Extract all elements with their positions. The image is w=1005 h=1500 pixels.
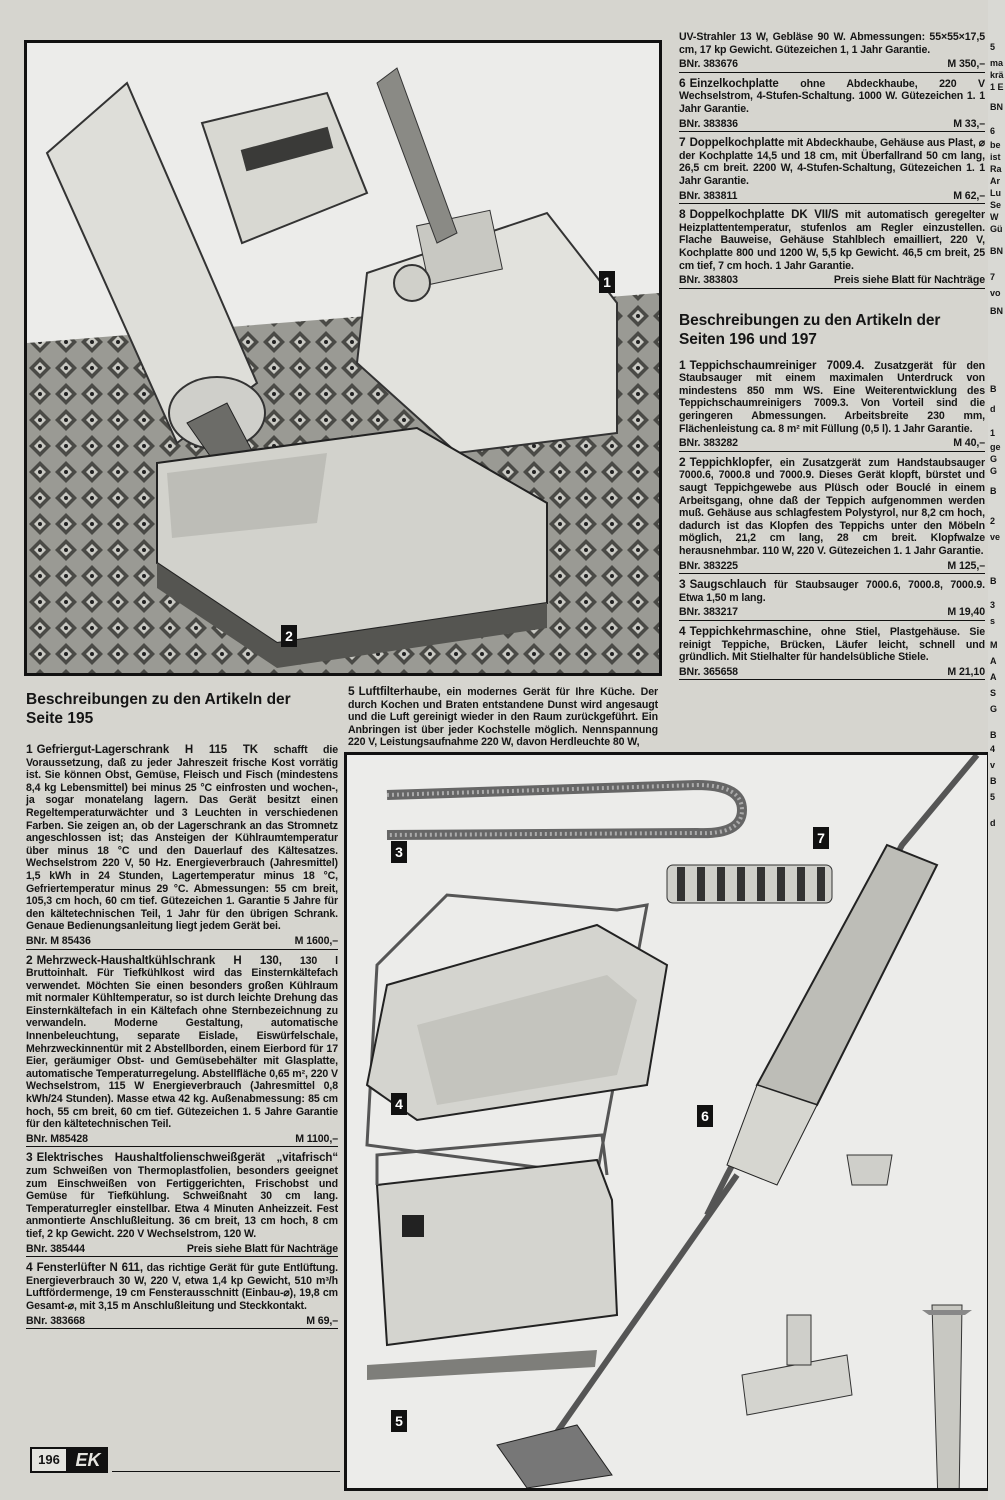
edge-fragment: vo xyxy=(990,288,1001,298)
order-line xyxy=(26,1243,338,1258)
figure-label-4: 4 xyxy=(391,1093,407,1115)
item-text: ohne Stiel, Plastgehäuse. Sie reinigt Teppiche, Brücken, Läufer leicht, schnell und gründlich. Mit Stielhalter für handelsübliche Stiele. xyxy=(679,625,986,664)
edge-fragment: M xyxy=(990,640,998,650)
item-number: 2 xyxy=(26,952,33,967)
item-title: Doppelkochplatte xyxy=(689,137,785,150)
edge-fragment: 5 xyxy=(990,42,996,52)
item-text: ein modernes Gerät für Ihre Küche. Der durch Kochen und Braten entstandene Dunst wird angesaugt und die Luft gereinigt wieder in den Raum zurückgeführt. Ein Anbringen ist über jeder Kochstelle möglich. Nennspannung 220 V, Leistungsaufnahme 220 W, davon Herdleuchte 80 W, xyxy=(348,686,658,749)
figure-label-7: 7 xyxy=(813,827,829,849)
item-number: 3 xyxy=(679,577,686,592)
order-line xyxy=(679,437,985,452)
item-number: 6 xyxy=(679,75,686,90)
catalog-item xyxy=(679,77,985,116)
item-number: 1 xyxy=(679,357,686,372)
order-line xyxy=(679,666,985,681)
section-heading-196-197: Beschreibungen zu den Artikeln der Seiten 196 und 197 xyxy=(679,311,941,348)
edge-fragment: d xyxy=(990,818,996,828)
figure-label-3: 3 xyxy=(391,841,407,863)
item-title: Mehrzweck-Haushaltkühlschrank H 130, xyxy=(36,954,282,967)
edge-fragment: BN xyxy=(990,246,1003,256)
item-number: 4 xyxy=(679,623,686,638)
edge-fragment: ist xyxy=(990,152,1001,162)
edge-fragment: 3 xyxy=(990,600,996,610)
edge-fragment: 1 xyxy=(990,428,996,438)
catalog-item xyxy=(679,625,985,664)
item-title: Einzelkochplatte xyxy=(689,77,779,90)
figure-label-5: 5 xyxy=(391,1410,407,1432)
order-number: BNr. 383668 xyxy=(26,1314,85,1327)
catalog-item xyxy=(679,136,985,187)
edge-fragment: 1 E xyxy=(990,82,1004,92)
item-number: 2 xyxy=(679,454,686,469)
edge-fragment: W xyxy=(990,212,999,222)
edge-fragment: ve xyxy=(990,532,1001,542)
order-line xyxy=(679,118,985,133)
item-title: Saugschlauch xyxy=(689,579,767,592)
edge-fragment: G xyxy=(990,704,998,714)
edge-fragment: B xyxy=(990,576,997,586)
item-number: 7 xyxy=(679,135,686,150)
price: Preis siehe Blatt für Nachträge xyxy=(186,1242,338,1255)
order-line xyxy=(679,606,985,621)
edge-fragment: s xyxy=(990,616,996,626)
item-title: Teppichklopfer, xyxy=(689,456,773,469)
edge-fragment: ge xyxy=(990,442,1001,452)
order-number: BNr. 365658 xyxy=(679,665,738,678)
catalog-item xyxy=(679,578,985,604)
edge-fragment: Se xyxy=(990,200,1002,210)
page-number: 196 xyxy=(30,1447,68,1473)
catalog-item xyxy=(26,1261,338,1312)
item-text: zum Schweißen von Thermoplastfolien, besonders geeignet zum Einschweißen von Fertiggerichten, Frischobst und Gemüse für Tiefkühlung. Schweißnaht 30 cm lang. Temperaturregler einstellbar. Etwa 4 Minuten Anheizzeit. Fest anmontierte Anschlußleitung. 36 cm breit, 13 cm hoch, 8 cm tief, 2 kp Gewicht. 220 V Wechselstrom, 120 W. xyxy=(26,1165,338,1240)
item-number: 4 xyxy=(26,1260,33,1275)
item-text: ein Zusatzgerät zum Handstaubsauger 7000.6, 7000.8 und 7000.9. Dieses Gerät klopft, bürstet und saugt Teppichgewebe aus Plüsch oder Bouclé in einem Arbeitsgang, ohne daß der Teppich aufgenommen werden muß. Gehäuse aus schlagfestem Polystyrol, nur 8,2 cm hoch, dadurch ist das Klopfen des Teppichs unter den Möbeln möglich, 21,2 cm lang, 28 cm breit. Klopfwalze herausnehmbar. 110 W, 220 V. Gütezeichen 1. 1 Jahr Garantie. xyxy=(679,456,985,557)
item-text: mit automatisch geregelter Heizplattentemperatur, stufenlos am Regler einzustellen. Flache Bauweise, Gehäuse Stahlblech emailliert, 220 V, Kochplatte 800 und 1200 W, 5,5 kp Gewicht. 46,5 cm breit, 25 cm tief, 7 cm hoch. 1 Jahr Garantie. xyxy=(679,209,985,272)
edge-fragment: 7 xyxy=(990,272,996,282)
price: Preis siehe Blatt für Nachträge xyxy=(833,274,985,287)
photo-carpet-tools xyxy=(344,752,990,1491)
edge-fragment: ma xyxy=(990,58,1004,68)
edge-fragment: A xyxy=(990,672,997,682)
edge-fragment: Ar xyxy=(990,176,1001,186)
order-number: BNr. 383836 xyxy=(679,117,738,130)
item-text: schafft die Voraussetzung, daß zu jeder Jahreszeit frische Kost vorrätig ist. Sie können Obst, Gemüse, Fleisch und Fisch (mindestens 8,4 kg Lebensmittel) bei minus 25 °C einfrosten und wochen-, ja sogar monatelang lagern. Das Gerät besitzt einen Regeltemperaturwächter und 3 Leuchten in verschiedenen Farben. Sie zeigen an, ob der Lagerschrank an das Stromnetz angeschlossen ist; das Ansteigen der Kühlraumtemperatur über minus 18 °C und den Dauerlauf des Kältesatzes. Wechselstrom 220 V, 50 Hz. Energieverbrauch (Jahresmittel) 1,5 kWh in 24 Stunden, Lagertemperatur minus 18 °C, Gefriertemperatur minus 29 °C. Abmessungen: 55 cm breit, 105,3 cm hoch, 60 cm tief. Gütezeichen 1. Garantie 5 Jahre für den kältetechnischen Teil, 1 Jahr für den übrigen Schrank. Genaue Bedienungsanleitung liegt jedem Gerät bei. xyxy=(26,744,339,933)
footer-rule xyxy=(112,1471,340,1472)
item-text: 130 l Bruttoinhalt. Für Tiefkühlkost wird das Einsternkältefach verwendet. Möchten Sie einen besonders großen Kühlraum mit normaler Kühltemperatur, so ist durch leichte Drehung das Einsternkältefach in ein Kältefach ohne Sternbezeichnung zu verwandeln. Moderne Gestaltung, automatische Innenbeleuchtung, separate Eislade, Eiswürfelschale, Mehrzweckinnentür mit 2 Abstellborden, einem Eierbord für 17 Eier, geräumiger Obst- und Gemüsebehälter mit Glasplatte, automatische Temperaturregelung. Abstellfläche 0,65 m², 220 V Wechselstrom, 115 W Energieverbrauch (Jahresmittel 0,8 kWh/24 Stunden). Masse etwa 42 kg. Außenabmessung: 85 cm hoch, 55 cm breit, 60 cm tief. Gütezeichen 1. 5 Jahre Garantie für den kältetechnischen Teil. xyxy=(26,954,339,1131)
item-title: Luftfilterhaube, xyxy=(358,686,441,698)
item-number: 3 xyxy=(26,1150,33,1165)
right-column xyxy=(679,31,985,684)
page-footer xyxy=(30,1447,340,1473)
figure-label-1: 1 xyxy=(599,271,615,293)
item-text: das richtige Gerät für gute Entlüftung. Energieverbrauch 30 W, 220 V, etwa 1,4 kp Gewicht, 510 m³/h Luftfördermenge, 19 cm Fensterausschnitt (Einbau-⌀), 19,8 cm Gesamt-⌀, mit 3,15 m Anschlußleitung und Steckkontakt. xyxy=(26,1262,338,1312)
edge-fragment: B xyxy=(990,730,997,740)
price: M 1100,– xyxy=(295,1132,338,1145)
edge-fragment: Gü xyxy=(990,224,1003,234)
edge-fragment: BN xyxy=(990,306,1003,316)
catalog-item xyxy=(679,208,985,272)
order-line xyxy=(679,190,985,205)
price: M 1600,– xyxy=(294,934,338,947)
price: M 40,– xyxy=(953,437,985,450)
price: M 21,10 xyxy=(947,665,985,678)
item-text: mit Abdeckhaube, Gehäuse aus Plast, ⌀ der Kochplatte 14,5 und 18 cm, mit Überfallrand 50 cm lang, 26,5 cm breit. 2200 W, 4-Stufen-Schaltung, Gütezeichen 1. 1 Jahr Garantie. xyxy=(679,137,985,187)
carpet-tools-illustration xyxy=(347,755,987,1488)
edge-fragment: krä xyxy=(990,70,1004,80)
figure-label-6: 6 xyxy=(697,1105,713,1127)
item-number: 8 xyxy=(679,207,686,222)
order-number: BNr. M 85436 xyxy=(26,934,91,947)
order-line xyxy=(26,1133,338,1148)
catalog-item xyxy=(679,359,985,436)
catalog-item xyxy=(26,954,338,1131)
price: M 62,– xyxy=(953,189,985,202)
item-text: für Staubsauger 7000.6, 7000.8, 7000.9. Etwa 1,50 m lang. xyxy=(679,579,985,604)
order-number: BNr. 383217 xyxy=(679,606,738,619)
edge-fragment: B xyxy=(990,486,997,496)
item-title: Elektrisches Haushaltfolienschweißgerät „vitafrisch“ xyxy=(36,1152,338,1165)
item-number: 1 xyxy=(26,742,33,756)
edge-fragment: S xyxy=(990,688,997,698)
edge-fragment: G xyxy=(990,466,998,476)
photo-vacuum-accessories xyxy=(24,40,662,676)
order-number: BNr. 383676 xyxy=(679,58,738,71)
price: M 19,40 xyxy=(947,606,985,619)
item-title: Gefriergut-Lagerschrank H 115 TK xyxy=(36,744,258,756)
price: M 33,– xyxy=(953,117,985,130)
edge-fragment: A xyxy=(990,656,997,666)
edge-fragment: 2 xyxy=(990,516,996,526)
order-number: BNr. 383225 xyxy=(679,559,738,572)
edge-fragment: B xyxy=(990,384,997,394)
edge-fragment: 5 xyxy=(990,792,996,802)
item-title: Teppichschaumreiniger 7009.4. xyxy=(689,359,865,372)
edge-fragment: Lu xyxy=(990,188,1001,198)
item-title: Fensterlüfter N 611, xyxy=(36,1262,143,1275)
price: M 69,– xyxy=(306,1314,338,1327)
middle-item-5 xyxy=(348,685,658,749)
catalog-item xyxy=(348,685,658,749)
item-title: Teppichkehrmaschine, xyxy=(689,625,812,638)
item-text: Zusatzgerät für den Staubsauger mit einem maximalen Unterdruck von mindestens 850 mm WS. Eine Weiterentwicklung des Teppichschaumreinigers 7009.3. Von Vorteil sind die geringeren Abmessungen. Arbeitsbreite 230 mm, Flächenleistung ca. 8 m² mit Füllung (0,5 l). 1 Jahr Garantie. xyxy=(679,359,985,435)
edge-fragment: Ra xyxy=(990,164,1002,174)
order-number: BNr. 383811 xyxy=(679,189,738,202)
catalog-item xyxy=(26,1151,338,1240)
item-text: ohne Abdeckhaube, 220 V Wechselstrom, 4-Stufen-Schaltung. 1000 W. Gütezeichen 1. 1 Jahr Garantie. xyxy=(679,77,986,115)
figure-label-2: 2 xyxy=(281,625,297,647)
item-title: Doppelkochplatte DK VII/S xyxy=(689,209,839,222)
order-number: BNr. 383803 xyxy=(679,274,738,287)
left-column xyxy=(26,743,338,1333)
order-line xyxy=(679,560,985,575)
price: M 350,– xyxy=(947,58,985,71)
edge-fragment: BN xyxy=(990,102,1003,112)
vacuum-illustration xyxy=(27,43,659,673)
next-page-edge xyxy=(988,0,1005,1500)
order-number: BNr. 383282 xyxy=(679,437,738,450)
edge-fragment: 6 xyxy=(990,126,996,136)
order-line xyxy=(26,935,338,950)
order-line xyxy=(26,1315,338,1330)
edge-fragment: d xyxy=(990,404,996,414)
order-number: BNr. M85428 xyxy=(26,1132,88,1145)
edge-fragment: v xyxy=(990,760,996,770)
catalog-item xyxy=(26,743,338,933)
catalog-item xyxy=(679,456,985,558)
edge-fragment: 4 xyxy=(990,744,996,754)
edge-fragment: G xyxy=(990,454,998,464)
item-number: 5 xyxy=(348,685,355,698)
order-number: BNr. 385444 xyxy=(26,1242,85,1255)
intro-text: UV-Strahler 13 W, Gebläse 90 W. Abmessungen: 55×55×17,5 cm, 17 kp Gewicht. Gütezeichen 1, 1 Jahr Garantie. xyxy=(679,31,985,56)
section-heading-195: Beschreibungen zu den Artikeln der Seite 195 xyxy=(26,691,291,727)
intro-order-line xyxy=(679,58,985,73)
edge-fragment: B xyxy=(990,776,997,786)
edge-fragment: be xyxy=(990,140,1001,150)
catalog-logo: EK xyxy=(68,1447,108,1473)
order-line xyxy=(679,274,985,289)
price: M 125,– xyxy=(947,559,985,572)
